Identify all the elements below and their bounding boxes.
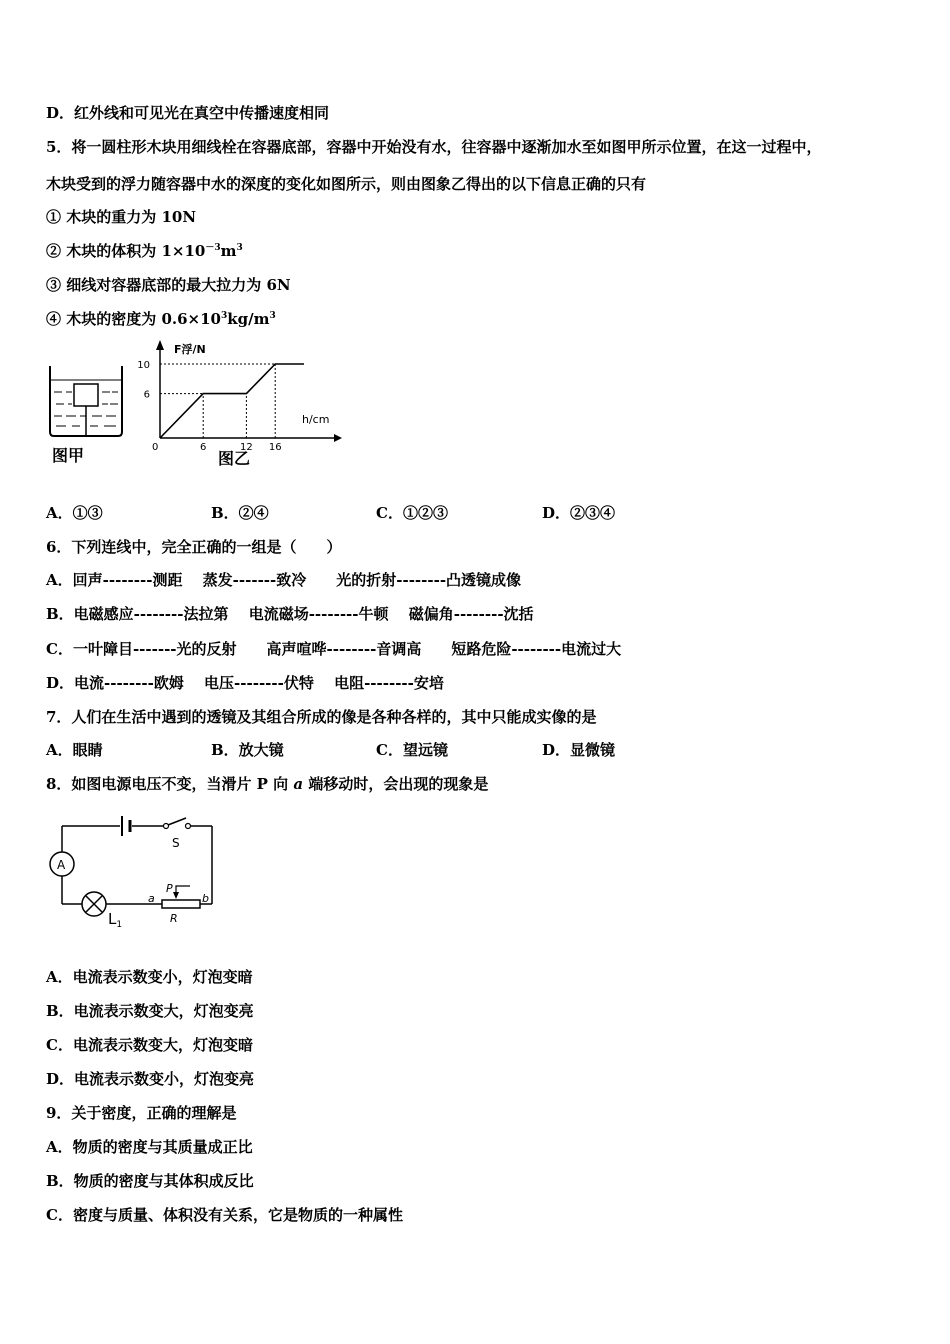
q6-stem: 6．下列连线中，完全正确的一组是（ ） (46, 538, 342, 556)
fig-jia-label: 图甲 (52, 446, 85, 465)
q9-option-c: C．密度与质量、体积没有关系，它是物质的一种属性 (46, 1206, 403, 1224)
q5-statement-2: ② 木块的体积为 $1\times 10^{-3}m^3$ (46, 242, 243, 260)
q5-statement-4: ④ 木块的密度为 $0.6\times 10^3kg/m^3$ (46, 310, 276, 328)
ammeter-label: A (57, 858, 66, 872)
lamp-label: $L_1$ (108, 910, 123, 930)
q6-option-b: B．电磁感应--------法拉第 电流磁场--------牛顿 磁偏角--------沈括 (46, 605, 534, 623)
slider-arrow (173, 892, 179, 899)
x-axis-arrow (334, 434, 342, 442)
rheostat-symbol (162, 900, 200, 908)
y-tick-label-6: 6 (143, 389, 150, 401)
q6-option-c: C．一叶障目-------光的反射 高声喧哗--------音调高 短路危险--------电流过大 (46, 640, 622, 658)
q6-option-a: A．回声--------测距 蒸发-------致冷 光的折射--------凸透镜成像 (46, 571, 522, 589)
series-line-f-fu (160, 364, 304, 438)
switch-label: S (172, 836, 180, 850)
x-tick-label-12: 12 (240, 442, 253, 453)
end-b-label: b (202, 892, 209, 905)
fig-yi-label: 图乙 (218, 449, 251, 468)
x-axis-label: h/cm (302, 413, 330, 426)
slider-p-label: P (166, 882, 173, 895)
figure-yi (137, 336, 348, 471)
q8-option-b: B．电流表示数变大，灯泡变亮 (46, 1002, 254, 1020)
q5-option-a: A．①③ (46, 504, 103, 522)
q5-stem-line1: 5．将一圆柱形木块用细线栓在容器底部，容器中开始没有水，往容器中逐渐加水至如图甲所示位置，在这一过程中， (46, 138, 822, 156)
wood-block (74, 384, 98, 406)
q8-stem: 8．如图电源电压不变，当滑片 P 向 a 端移动时，会出现的现象是 (46, 775, 489, 793)
circuit-diagram (42, 812, 232, 932)
q5-option-d: D．②③④ (542, 504, 616, 522)
q8-option-d: D．电流表示数变小，灯泡变亮 (46, 1070, 255, 1088)
q9-option-b: B．物质的密度与其体积成反比 (46, 1172, 254, 1190)
q8-option-a: A．电流表示数变小，灯泡变暗 (46, 968, 253, 986)
resistor-label: R (170, 912, 178, 925)
q7-option-a: A．眼睛 (46, 741, 103, 759)
q5-statement-1: ① 木块的重力为 10N (46, 208, 197, 226)
x-tick-label-16: 16 (268, 442, 282, 453)
x-tick-label-6: 6 (200, 442, 207, 453)
y-axis-arrow (156, 340, 164, 350)
q5-stem-line2: 木块受到的浮力随容器中水的深度的变化如图所示，则由图象乙得出的以下信息正确的只有 (46, 175, 647, 193)
y-axis-label: F浮/N (174, 343, 206, 356)
switch-lever (168, 818, 186, 825)
q7-option-d: D．显微镜 (542, 741, 616, 759)
figure-jia (46, 360, 126, 470)
q4-option-d: D．红外线和可见光在真空中传播速度相同 (46, 104, 330, 122)
q6-option-d: D．电流--------欧姆 电压--------伏特 电阻--------安培 (46, 674, 444, 692)
q5-option-b: B．②④ (211, 504, 269, 522)
q7-option-b: B．放大镜 (211, 741, 284, 759)
origin-label: 0 (152, 442, 159, 453)
q7-option-c: C．望远镜 (376, 741, 448, 759)
q9-option-a: A．物质的密度与其质量成正比 (46, 1138, 253, 1156)
slider-wire (176, 886, 190, 892)
end-a-label: a (148, 892, 155, 905)
q8-option-c: C．电流表示数变大，灯泡变暗 (46, 1036, 253, 1054)
q9-stem: 9．关于密度，正确的理解是 (46, 1104, 237, 1122)
switch-contact (164, 824, 169, 829)
q5-option-c: C．①②③ (376, 504, 448, 522)
y-tick-label-10: 10 (137, 360, 150, 371)
switch-contact-2 (186, 824, 191, 829)
q7-stem: 7．人们在生活中遇到的透镜及其组合所成的像是各种各样的，其中只能成实像的是 (46, 708, 597, 726)
q5-statement-3: ③ 细线对容器底部的最大拉力为 6N (46, 276, 291, 294)
